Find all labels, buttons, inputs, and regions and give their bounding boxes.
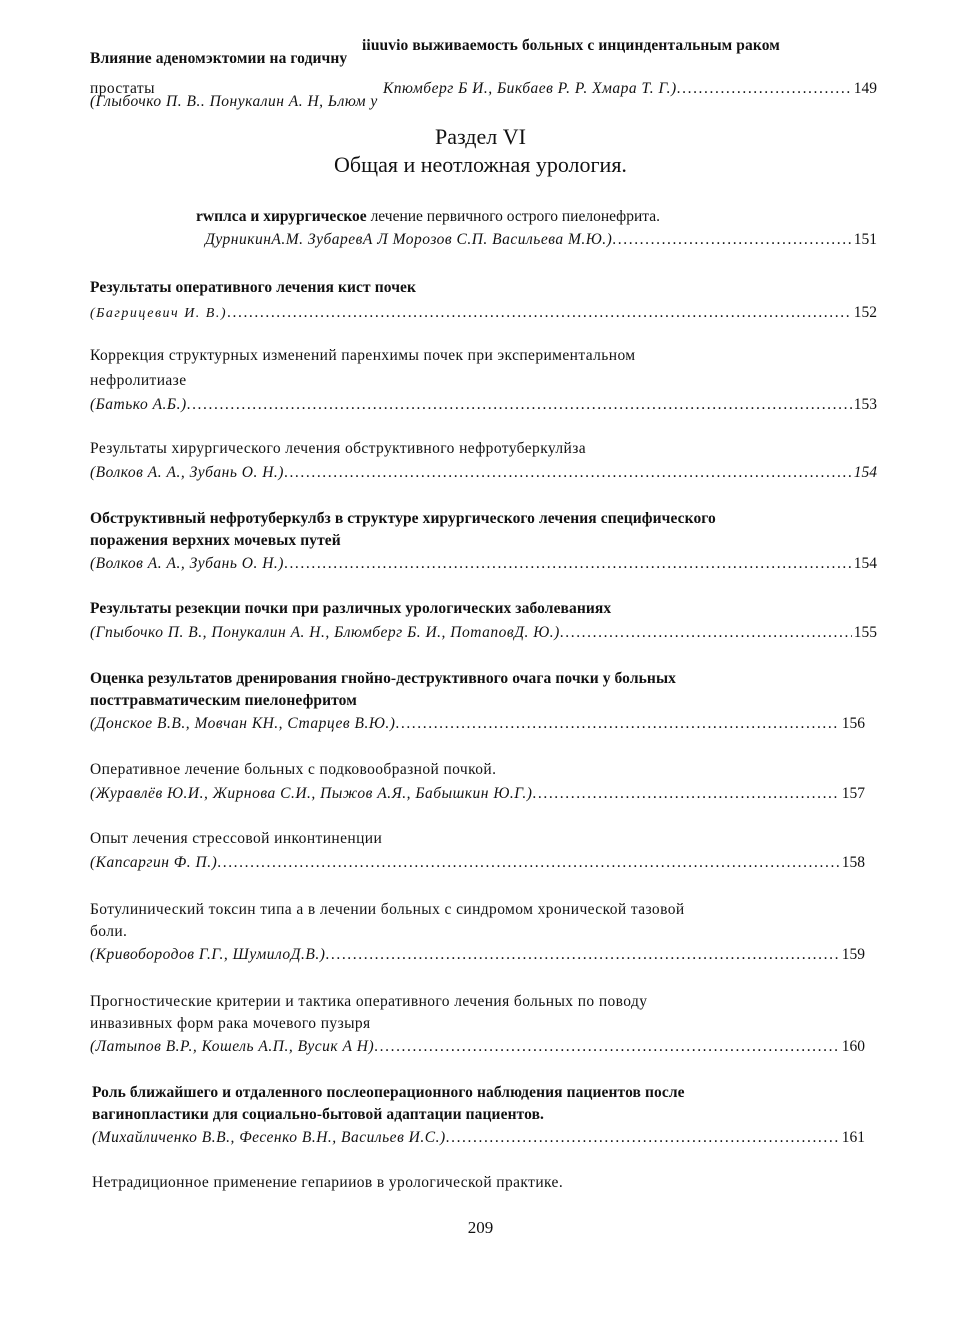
section-subheading: Общая и неотложная урология. xyxy=(334,152,627,177)
entry-title-line2: инвазивных форм рака мочевого пузыря xyxy=(90,1015,371,1032)
entry-authors: ДурникинА.М. ЗубаревА Л Морозов С.П. Васильева М.Ю.) xyxy=(205,231,613,248)
entry-page: 154 xyxy=(853,464,877,481)
toc-entry-line xyxy=(383,80,877,98)
overlay-title-line: iiuuvio выживаемость больных с инциндентальным раком xyxy=(362,37,780,54)
entry-title: Нетрадиционное применение гепарииов в урологической практике. xyxy=(92,1174,564,1191)
leader-dots xyxy=(395,715,839,733)
toc-entry-line xyxy=(90,624,877,642)
entry-authors: (Батько А.Б.) xyxy=(90,396,187,413)
entry-authors: Кпюмберг Б И., Бикбаев Р. Р. Хмара Т. Г.) xyxy=(383,80,677,97)
leader-dots xyxy=(284,555,852,573)
page-number: 209 xyxy=(467,1218,494,1237)
leader-dots xyxy=(532,785,839,803)
leader-dots xyxy=(560,624,852,642)
entry-title-line2: боли. xyxy=(90,923,128,940)
entry-authors: (Михайличенко В.В., Фесенко В.Н., Васильев И.С.) xyxy=(92,1129,446,1146)
leader-dots xyxy=(284,464,852,482)
toc-entry-line xyxy=(90,785,865,803)
entry-page: 157 xyxy=(841,785,865,802)
entry-title-bold: rwплса и хирургическое xyxy=(196,208,367,225)
entry-authors: (Донское В.В., Мовчан КН., Старцев В.Ю.) xyxy=(90,715,396,732)
entry-page: 161 xyxy=(841,1129,865,1146)
entry-authors: (Капсаргин Ф. П.) xyxy=(90,854,218,871)
entry-title: Опыт лечения стрессовой инконтиненции xyxy=(90,830,383,847)
leader-dots xyxy=(374,1038,840,1056)
entry-title-line1: Роль ближайшего и отдаленного послеоперационного наблюдения пациентов после xyxy=(92,1084,685,1101)
entry-title-line2: нефролитиазе xyxy=(90,372,187,389)
entry-title-line1: Влияние аденомэктомии на годичну xyxy=(90,50,348,67)
leader-dots xyxy=(227,304,852,322)
toc-entry-line xyxy=(90,715,865,733)
entry-title-line1: Ботулинический токсин типа а в лечении больных с синдромом хронической тазовой xyxy=(90,901,685,918)
entry-authors: (Багрицевич И. В.) xyxy=(90,306,228,321)
entry-page: 159 xyxy=(841,946,865,963)
entry-page: 151 xyxy=(853,231,877,248)
entry-page: 153 xyxy=(853,396,877,413)
toc-entry-title xyxy=(196,208,660,226)
entry-authors: (Гпыбочко П. В., Понукалин А. Н., Блюмберг Б. И., ПотаповД. Ю.) xyxy=(90,624,560,641)
toc-entry-line xyxy=(90,396,877,414)
entry-authors: (Волков А. А., Зубань О. Н.) xyxy=(90,555,284,572)
entry-title-line1: Обструктивный нефротуберкулбз в структуре хирургического лечения специфического xyxy=(90,510,716,527)
leader-dots xyxy=(217,854,840,872)
entry-title-line1: Коррекция структурных изменений паренхимы почек при экспериментальном xyxy=(90,347,636,364)
toc-entry-line xyxy=(90,946,865,964)
entry-title: лечение первичного острого пиелонефрита. xyxy=(370,208,660,225)
entry-page: 156 xyxy=(841,715,865,732)
entry-authors: (Волков А. А., Зубань О. Н.) xyxy=(90,464,284,481)
entry-title-line2: поражения верхних мочевых путей xyxy=(90,532,341,549)
entry-authors: (Журавлёв Ю.И., Жирнова С.И., Пыжов А.Я., Бабышкин Ю.Г.) xyxy=(90,785,533,802)
entry-authors: (Латыпов В.Р., Кошель А.П., Вусик А Н) xyxy=(90,1038,375,1055)
entry-title-line2: простаты xyxy=(90,80,155,97)
leader-dots xyxy=(187,396,852,414)
section-heading: Раздел VI xyxy=(435,124,526,149)
entry-title-line1: Оценка результатов дренирования гнойно-деструктивного очага почки у больных xyxy=(90,670,676,687)
entry-page: 158 xyxy=(841,854,865,871)
toc-entry-line xyxy=(90,304,877,322)
entry-title-line2: вагинопластики для социально-бытовой адаптации пациентов. xyxy=(92,1106,545,1123)
entry-title: Результаты резекции почки при различных урологических заболеваниях xyxy=(90,600,612,617)
leader-dots xyxy=(677,80,852,98)
entry-title: Результаты оперативного лечения кист почек xyxy=(90,279,417,296)
entry-title-line1: Прогностические критерии и тактика оперативного лечения больных по поводу xyxy=(90,993,648,1010)
entry-page: 149 xyxy=(853,80,877,97)
entry-page: 152 xyxy=(853,304,877,321)
toc-entry-line xyxy=(205,231,877,249)
entry-page: 154 xyxy=(853,555,877,572)
leader-dots xyxy=(446,1129,840,1147)
entry-page: 155 xyxy=(853,624,877,641)
leader-dots xyxy=(325,946,839,964)
entry-page: 160 xyxy=(841,1038,865,1055)
entry-authors: (Кривобородов Г.Г., ШумилоД.В.) xyxy=(90,946,326,963)
leader-dots xyxy=(612,231,851,249)
overlay-authors-line: (Глыбочко П. В.. Понукалин А. Н, Ьлюм у xyxy=(90,93,378,110)
entry-title: Оперативное лечение больных с подковообразной почкой. xyxy=(90,761,497,778)
toc-entry-line xyxy=(90,464,877,482)
toc-entry-line xyxy=(92,1129,865,1147)
entry-title-line2: посттравматическим пиелонефритом xyxy=(90,692,357,709)
toc-entry-line xyxy=(90,854,865,872)
entry-title: Результаты хирургического лечения обструктивного нефротуберкулйза xyxy=(90,440,587,457)
toc-entry-line xyxy=(90,555,877,573)
toc-entry-line xyxy=(90,1038,865,1056)
